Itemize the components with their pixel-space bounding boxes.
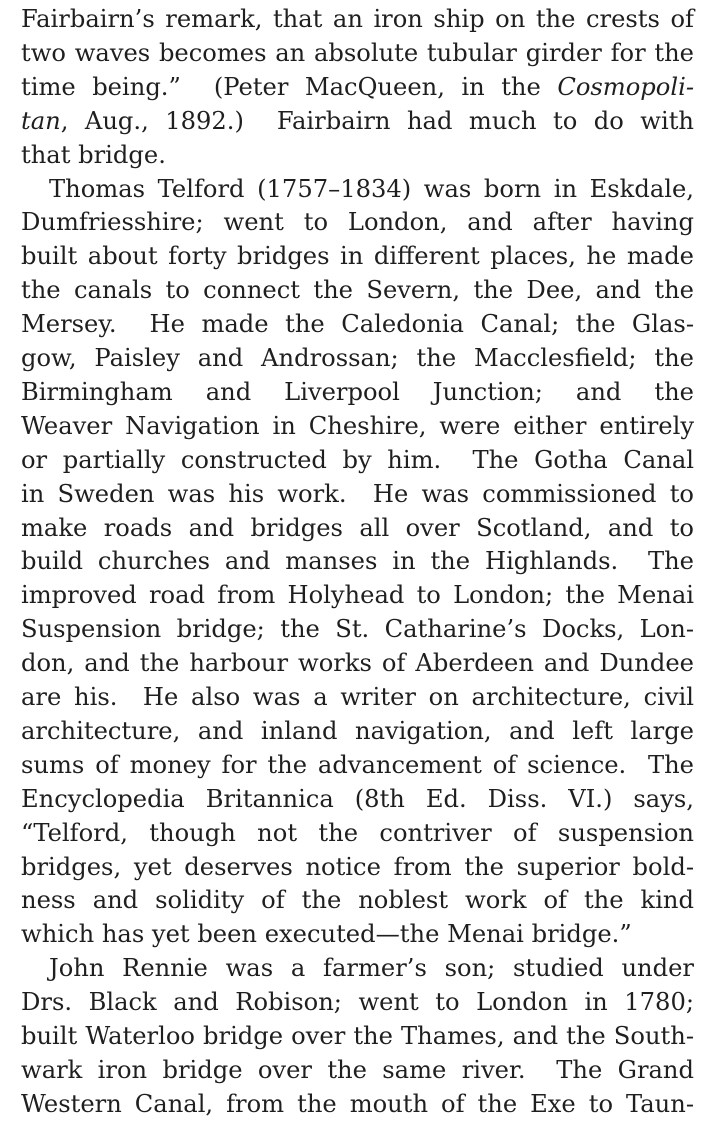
text-run: Birmingham and Liverpool Junction; and the <box>21 377 694 406</box>
text-line <box>21 104 694 138</box>
text-run: architecture, and inland navigation, and left large <box>21 716 694 745</box>
text-line <box>21 748 694 782</box>
text-line <box>21 782 694 816</box>
text-run: sums of money for the advancement of science. The <box>21 750 694 779</box>
text-line <box>21 1053 694 1087</box>
text-run: Mersey. He made the Caledonia Canal; the Glas- <box>21 310 694 339</box>
text-line <box>21 511 694 545</box>
text-line <box>21 477 694 511</box>
text-run: time being.” (Peter MacQueen, in the <box>21 72 558 101</box>
text-line <box>21 1019 694 1053</box>
text-run: ness and solidity of the noblest work of the kind <box>21 886 694 915</box>
text-line <box>21 883 694 917</box>
text-line <box>21 612 694 646</box>
text-line <box>21 205 694 239</box>
text-line <box>21 307 694 341</box>
text-run: two waves becomes an absolute tubular girder for the <box>21 38 694 67</box>
text-run: Western Canal, from the mouth of the Exe to Taun- <box>21 1089 694 1118</box>
text-line <box>21 578 694 612</box>
text-run: are his. He also was a writer on architecture, civil <box>21 683 694 711</box>
text-line <box>21 917 694 951</box>
text-line <box>21 646 694 680</box>
text-run: Dumfriesshire; went to London, and after having <box>21 208 694 237</box>
text-run: Thomas Telford (1757–1834) was born in Eskdale, <box>49 174 694 203</box>
text-run: built Waterloo bridge over the Thames, and the South- <box>21 1022 694 1050</box>
text-run: gow, Paisley and Androssan; the Macclesfield; the <box>21 344 694 372</box>
text-line <box>21 409 694 443</box>
text-run: built about forty bridges in different places, he made <box>21 242 694 271</box>
text-line <box>21 375 694 409</box>
text-run: wark iron bridge over the same river. The Grand <box>21 1055 694 1084</box>
text-run: in Sweden was his work. He was commissioned to <box>21 479 694 508</box>
text-run: bridges, yet deserves notice from the superior bold- <box>21 852 694 881</box>
text-run: don, and the harbour works of Aberdeen and Dundee <box>21 649 694 678</box>
text-line <box>49 172 694 206</box>
text-line <box>21 1087 694 1121</box>
text-line <box>21 341 694 375</box>
text-run: build churches and manses in the Highlands. The <box>21 547 694 576</box>
text-line <box>21 70 694 104</box>
text-line <box>21 985 694 1019</box>
text-run: John Rennie was a farmer’s son; studied under <box>49 954 694 983</box>
text-line <box>21 544 694 578</box>
text-run: that bridge. <box>21 140 166 169</box>
text-run: “Telford, though not the contriver of suspension <box>21 818 694 847</box>
text-line <box>21 2 694 36</box>
italic-text: tan <box>21 106 61 135</box>
text-run: Encyclopedia Britannica (8th Ed. Diss. VI.) says, <box>21 784 694 813</box>
text-run: Suspension bridge; the St. Catharine’s Docks, Lon- <box>21 615 694 644</box>
text-line <box>21 714 694 748</box>
text-line <box>21 36 694 70</box>
text-line <box>21 816 694 850</box>
text-run: improved road from Holyhead to London; the Menai <box>21 581 694 610</box>
text-line <box>21 138 694 172</box>
text-line <box>21 443 694 477</box>
text-run: Fairbairn’s remark, that an iron ship on the crests of <box>21 5 694 33</box>
text-line <box>21 680 694 714</box>
text-run: Drs. Black and Robison; went to London in 1780; <box>21 988 694 1017</box>
text-run: which has yet been executed—the Menai bridge.” <box>21 920 632 949</box>
text-line <box>21 239 694 273</box>
text-run: the canals to connect the Severn, the Dee, and the <box>21 276 694 305</box>
text-line <box>21 273 694 307</box>
text-run: or partially constructed by him. The Gotha Canal <box>21 445 694 474</box>
text-run: Weaver Navigation in Cheshire, were either entirely <box>21 411 694 440</box>
text-run: make roads and bridges all over Scotland, and to <box>21 513 694 542</box>
text-run: , Aug., 1892.) Fairbairn had much to do with <box>60 106 694 135</box>
text-line <box>49 951 694 985</box>
text-line <box>21 850 694 884</box>
italic-text: Cosmopoli- <box>557 72 694 101</box>
